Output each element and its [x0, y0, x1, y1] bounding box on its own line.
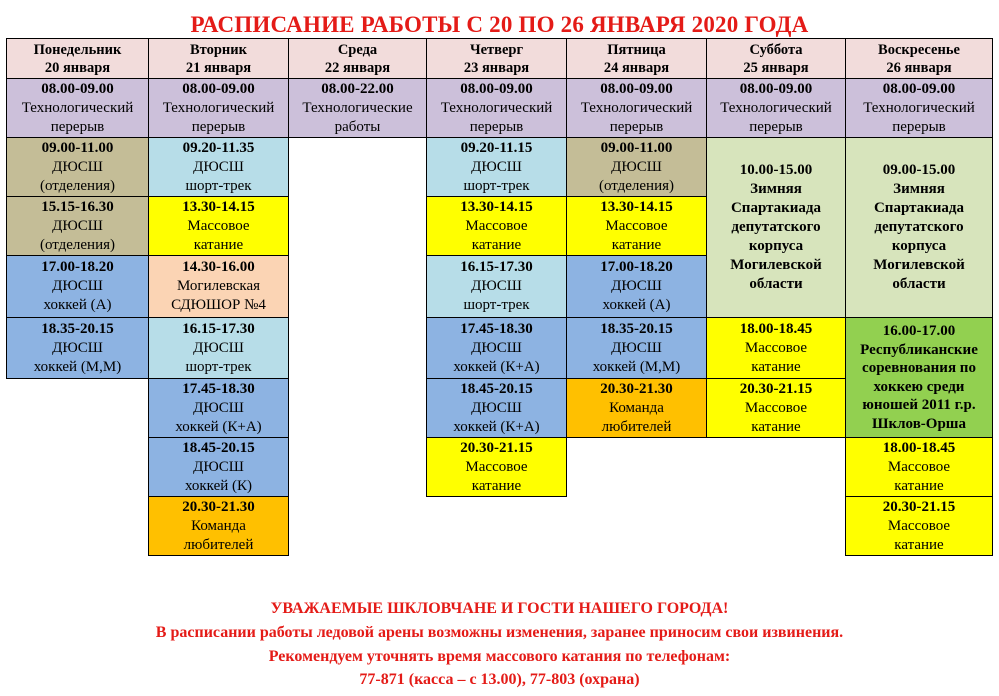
schedule-slot	[148, 496, 289, 556]
slot-text: ДЮСШ	[193, 458, 244, 475]
slot-time: 16.00-17.00	[882, 323, 956, 339]
schedule-slot	[706, 378, 846, 438]
schedule-slot	[845, 137, 993, 318]
slot-text: ДЮСШ	[611, 278, 662, 294]
schedule-slot	[6, 255, 149, 318]
schedule-slot	[566, 317, 707, 379]
slot-time: 13.30-14.15	[182, 198, 255, 215]
slot-time: 08.00-09.00	[41, 80, 114, 97]
slot-text: катание	[751, 358, 801, 375]
slot-text: хоккей (К+А)	[453, 358, 540, 375]
schedule-slot	[426, 255, 567, 318]
slot-text: ДЮСШ	[471, 278, 522, 294]
slot-text: шорт-трек	[463, 297, 530, 313]
day-header-tuesday	[148, 38, 289, 79]
slot-time: 20.30-21.30	[182, 498, 255, 515]
slot-text: Технологический	[440, 99, 553, 116]
slot-time: 18.35-20.15	[41, 320, 114, 337]
day-name: Вторник	[190, 41, 247, 58]
slot-text: Команда	[609, 399, 664, 416]
slot-time: 08.00-09.00	[460, 80, 533, 97]
slot-text: области	[892, 276, 946, 292]
slot-text: перерыв	[469, 118, 524, 135]
slot-text: корпуса	[748, 238, 804, 254]
slot-time: 08.00-22.00	[321, 80, 394, 97]
slot-text: области	[749, 276, 803, 292]
schedule-slot	[148, 317, 289, 379]
schedule-slot	[845, 496, 993, 556]
day-name: Понедельник	[33, 41, 122, 58]
slot-time: 10.00-15.00	[739, 162, 813, 178]
slot-time: 09.00-11.00	[41, 139, 114, 156]
slot-text: Технологический	[21, 99, 134, 116]
slot-time: 18.00-18.45	[882, 439, 956, 456]
slot-text: хоккею среди	[873, 378, 965, 395]
slot-text: ДЮСШ	[52, 339, 103, 356]
footer-notice: В расписании работы ледовой арены возможны изменения, заранее приносим свои извинения.	[155, 624, 844, 641]
slot-time: 08.00-09.00	[600, 80, 673, 97]
slot-text: Могилевская	[176, 278, 261, 294]
schedule-slot	[426, 78, 567, 138]
slot-text: ДЮСШ	[471, 339, 522, 356]
schedule-slot	[426, 437, 567, 497]
slot-text: Технологический	[580, 99, 693, 116]
slot-time: 18.35-20.15	[600, 320, 673, 337]
slot-text: хоккей (К)	[184, 477, 253, 494]
slot-text: юношей 2011 г.р.	[862, 397, 976, 413]
slot-text: Технологический	[162, 99, 275, 116]
slot-text: Массовое	[187, 217, 250, 234]
slot-text: ДЮСШ	[193, 158, 244, 175]
slot-time: 20.30-21.30	[600, 380, 673, 397]
slot-text: ДЮСШ	[52, 217, 103, 234]
schedule-slot	[845, 437, 993, 497]
slot-time: 17.00-18.20	[41, 259, 114, 275]
schedule-slot	[148, 196, 289, 256]
slot-text: Спартакиада	[873, 200, 965, 216]
day-header-saturday	[706, 38, 846, 79]
slot-text: хоккей (А)	[43, 297, 112, 313]
slot-text: Массовое	[465, 458, 528, 475]
day-header-thursday	[426, 38, 567, 79]
slot-text: Зимняя	[893, 181, 945, 197]
slot-text: Массовое	[744, 339, 808, 356]
day-date: 24 января	[603, 59, 670, 76]
day-name: Четверг	[469, 41, 524, 58]
slot-text: ДЮСШ	[611, 158, 662, 175]
slot-text: ДЮСШ	[193, 339, 244, 356]
slot-text: катание	[471, 236, 522, 253]
schedule-slot	[148, 437, 289, 497]
slot-text: Зимняя	[750, 181, 802, 197]
footer-phones: 77-871 (касса – с 13.00), 77-803 (охрана)	[359, 671, 640, 688]
day-date: 25 января	[743, 59, 809, 76]
day-date: 26 января	[886, 59, 952, 76]
slot-text: Массовое	[887, 517, 951, 534]
slot-text: (отделения)	[39, 236, 116, 253]
schedule-slot	[148, 255, 289, 318]
slot-text: катание	[751, 418, 801, 435]
slot-text: Массовое	[605, 217, 668, 234]
slot-text: перерыв	[749, 118, 803, 135]
footer-heading: УВАЖАЕМЫЕ ШКЛОВЧАНЕ И ГОСТИ НАШЕГО ГОРОДА!	[270, 600, 729, 617]
slot-time: 13.30-14.15	[600, 198, 673, 215]
slot-text: СДЮШОР №4	[171, 297, 266, 313]
schedule-slot	[566, 137, 707, 197]
schedule-slot	[426, 137, 567, 197]
schedule-slot	[845, 317, 993, 438]
slot-text: Республиканские	[860, 341, 978, 358]
day-name: Пятница	[607, 41, 666, 58]
footer-recommendation: Рекомендуем уточнять время массового катания по телефонам:	[268, 648, 731, 665]
slot-text: шорт-трек	[185, 358, 252, 375]
schedule-slot	[426, 317, 567, 379]
slot-text: перерыв	[609, 118, 664, 135]
slot-text: ДЮСШ	[193, 399, 244, 416]
slot-time: 20.30-21.15	[882, 498, 956, 515]
day-date: 23 января	[463, 59, 530, 76]
slot-time: 16.15-17.30	[460, 259, 533, 275]
day-name: Воскресенье	[878, 41, 960, 58]
slot-text: Спартакиада	[730, 200, 822, 216]
slot-text: шорт-трек	[463, 177, 530, 194]
day-date: 21 января	[185, 59, 252, 76]
day-date: 22 января	[324, 59, 391, 76]
slot-time: 20.30-21.15	[460, 439, 533, 456]
schedule-slot	[426, 378, 567, 438]
slot-text: хоккей (А)	[602, 297, 671, 313]
slot-time: 09.00-11.00	[600, 139, 673, 156]
slot-text: Технологические	[302, 99, 413, 116]
slot-text: шорт-трек	[185, 177, 252, 194]
slot-time: 08.00-09.00	[182, 80, 255, 97]
schedule-slot	[566, 378, 707, 438]
slot-text: катание	[193, 236, 244, 253]
schedule-slot	[148, 78, 289, 138]
slot-time: 13.30-14.15	[460, 198, 533, 215]
slot-text: любителей	[601, 418, 672, 435]
slot-time: 09.20-11.15	[460, 139, 533, 156]
schedule-slot	[426, 196, 567, 256]
slot-text: Могилевской	[873, 257, 965, 273]
slot-text: катание	[611, 236, 662, 253]
slot-text: ДЮСШ	[52, 158, 103, 175]
slot-time: 16.15-17.30	[182, 320, 255, 337]
slot-text: Команда	[191, 517, 246, 534]
slot-text: ДЮСШ	[52, 278, 103, 294]
slot-text: Технологический	[720, 99, 832, 116]
slot-text: катание	[894, 536, 944, 553]
schedule-slot	[845, 78, 993, 138]
day-name: Суббота	[749, 41, 803, 58]
slot-text: Могилевской	[730, 257, 822, 273]
slot-time: 17.00-18.20	[600, 259, 673, 275]
slot-time: 08.00-09.00	[739, 80, 813, 97]
slot-time: 08.00-09.00	[882, 80, 956, 97]
slot-text: депутатского	[874, 219, 964, 235]
slot-time: 15.15-16.30	[41, 198, 114, 215]
day-header-monday	[6, 38, 149, 79]
slot-text: Технологический	[863, 99, 975, 116]
page-title: РАСПИСАНИЕ РАБОТЫ С 20 ПО 26 ЯНВАРЯ 2020 ГОДА	[190, 12, 809, 37]
day-header-sunday	[845, 38, 993, 79]
slot-time: 09.20-11.35	[182, 139, 255, 156]
slot-text: (отделения)	[39, 177, 116, 194]
slot-time: 18.45-20.15	[182, 439, 255, 456]
schedule-slot	[6, 317, 149, 379]
schedule-slot	[288, 78, 427, 138]
slot-text: соревнования по	[862, 360, 976, 376]
schedule-slot	[6, 137, 149, 197]
day-header-friday	[566, 38, 707, 79]
slot-time: 17.45-18.30	[182, 380, 255, 397]
slot-time: 18.00-18.45	[739, 320, 813, 337]
schedule-slot	[148, 137, 289, 197]
slot-text: ДЮСШ	[611, 339, 662, 356]
slot-text: ДЮСШ	[471, 399, 522, 416]
slot-text: (отделения)	[598, 177, 675, 194]
schedule-slot	[6, 196, 149, 256]
schedule-slot	[6, 78, 149, 138]
slot-text: Массовое	[465, 217, 528, 234]
slot-text: Массовое	[744, 399, 808, 416]
schedule-slot	[566, 255, 707, 318]
slot-text: перерыв	[50, 118, 105, 135]
slot-text: хоккей (К+А)	[453, 418, 540, 435]
slot-time: 09.00-15.00	[882, 162, 956, 178]
slot-text: перерыв	[892, 118, 946, 135]
slot-text: Шклов-Орша	[872, 415, 966, 432]
schedule-slot	[706, 78, 846, 138]
slot-time: 20.30-21.15	[739, 380, 813, 397]
slot-text: катание	[894, 477, 944, 494]
slot-text: хоккей (К+А)	[175, 418, 262, 435]
schedule-slot	[566, 196, 707, 256]
slot-text: Массовое	[887, 458, 951, 475]
slot-text: хоккей (М,М)	[592, 358, 681, 375]
slot-text: ДЮСШ	[471, 158, 522, 175]
slot-time: 17.45-18.30	[460, 320, 533, 337]
slot-text: депутатского	[731, 219, 821, 235]
slot-text: корпуса	[891, 238, 947, 254]
day-header-wednesday	[288, 38, 427, 79]
slot-text: катание	[471, 477, 522, 494]
slot-text: хоккей (М,М)	[33, 358, 122, 375]
day-name: Среда	[337, 41, 378, 58]
slot-time: 18.45-20.15	[460, 380, 533, 397]
slot-text: работы	[334, 118, 381, 135]
schedule-slot	[706, 137, 846, 318]
schedule-slot	[706, 317, 846, 379]
schedule-slot	[148, 378, 289, 438]
slot-time: 14.30-16.00	[182, 259, 255, 275]
schedule-slot	[566, 78, 707, 138]
slot-text: перерыв	[191, 118, 246, 135]
slot-text: любителей	[183, 536, 254, 553]
day-date: 20 января	[44, 59, 111, 76]
